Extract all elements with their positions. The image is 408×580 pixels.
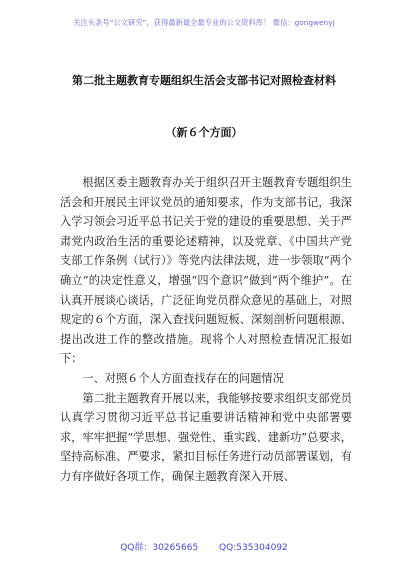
qq-contact-text: QQ:535304092 <box>219 543 288 553</box>
promo-contact-footer <box>0 540 408 553</box>
document-title: 第二批主题教育专题组织生活会支部书记对照检查材料 <box>72 74 336 87</box>
document-subtitle: （新６个方面） <box>165 126 243 139</box>
body-paragraph: 第二批主题教育开展以来，我能够按要求组织支部党员认真学习贯彻习近平总书记重要讲话精神和党中央部署要求，牢牢把握“学思想、强党性、重实践、建新功”总要求，坚持高标准、严要求，紧扣目标任务进行动员部署谋划，有力有序做好各项工作，确保主题教育深入开展、 <box>60 391 352 483</box>
section-heading: 一、对照６个人方面查找存在的问题情况 <box>82 371 284 385</box>
qq-group-text: QQ群：30265665 <box>120 543 199 553</box>
body-paragraph: 根据区委主题教育办关于组织召开主题教育专题组织生活会和开展民主评议党员的通知要求，作为支部书记，我深入学习领会习近平总书记关于党的建设的重要思想、关于严肃党内政治生活的重要论述精神，以及党章、《中国共产党支部工作条例（试行）》等党内法律法规，进一步领取“两个确立”的决定性意义，增强“四个意识”做到“两个维护”。在认真开展谈心谈话，广泛征询党员群众意见的基础上，对照规定的６个方面，深入查找问题短板、深刻剖析问题根源、提出改进工作的整改措施。现将个人对照检查情况汇报如下： <box>60 176 352 366</box>
promo-banner-top: 关注头条号“公文研究”，获得最新最全最专业的公文资料库！ 微信：gongwenyj <box>73 18 335 27</box>
document-body <box>60 173 352 487</box>
